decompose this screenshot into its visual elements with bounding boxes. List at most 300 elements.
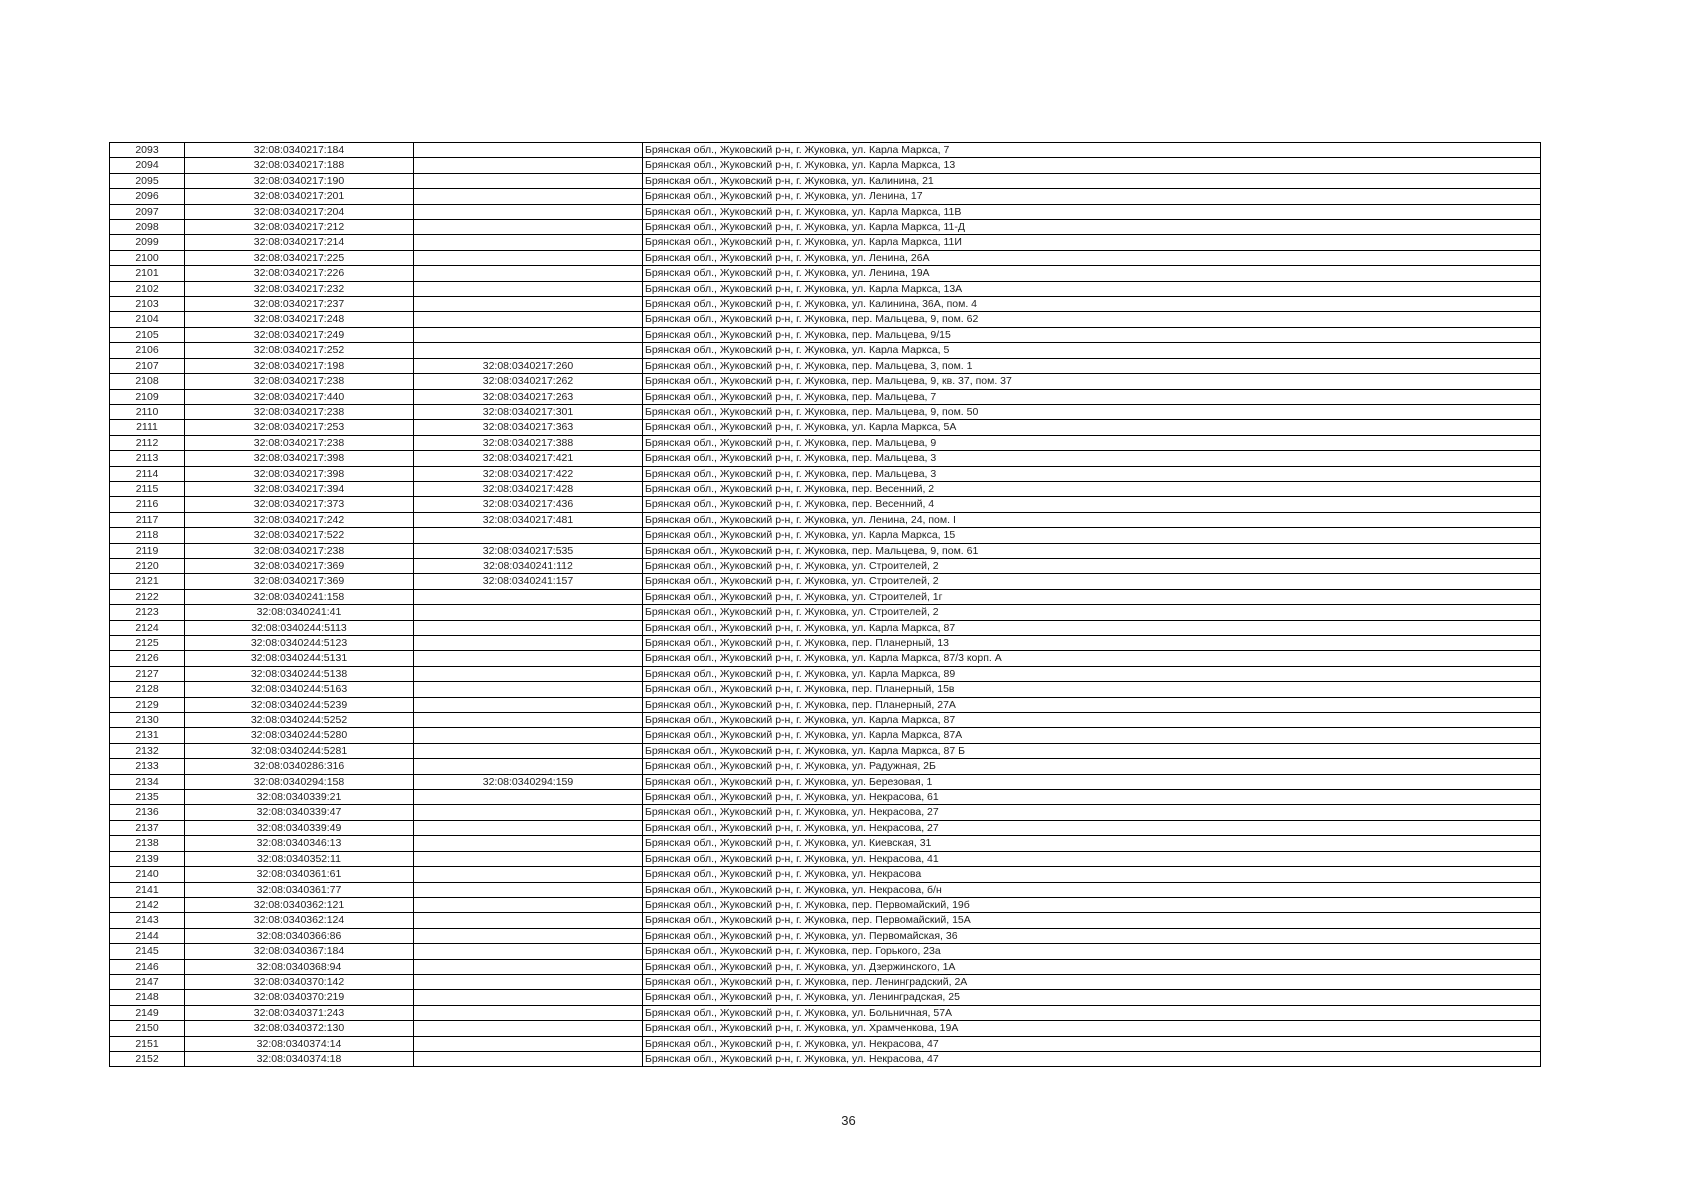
row-number-cell: 2129	[110, 697, 185, 712]
related-cadastral-cell: 32:08:0340217:363	[414, 420, 643, 435]
related-cadastral-cell	[414, 1051, 643, 1066]
row-number-cell: 2104	[110, 312, 185, 327]
address-cell: Брянская обл., Жуковский р-н, г. Жуковка, ул. Первомайская, 36	[643, 928, 1541, 943]
cadastral-number-cell: 32:08:0340374:14	[185, 1036, 414, 1051]
related-cadastral-cell: 32:08:0340217:263	[414, 389, 643, 404]
address-cell: Брянская обл., Жуковский р-н, г. Жуковка, ул. Карла Маркса, 5	[643, 343, 1541, 358]
row-number-cell: 2106	[110, 343, 185, 358]
cadastral-number-cell: 32:08:0340217:242	[185, 512, 414, 527]
related-cadastral-cell	[414, 805, 643, 820]
cadastral-number-cell: 32:08:0340217:249	[185, 327, 414, 342]
table-row	[110, 173, 1541, 188]
related-cadastral-cell	[414, 959, 643, 974]
table-row	[110, 790, 1541, 805]
row-number-cell: 2140	[110, 867, 185, 882]
row-number-cell: 2095	[110, 173, 185, 188]
table-row	[110, 743, 1541, 758]
related-cadastral-cell: 32:08:0340217:422	[414, 466, 643, 481]
row-number-cell: 2110	[110, 404, 185, 419]
row-number-cell: 2143	[110, 913, 185, 928]
cadastral-number-cell: 32:08:0340217:394	[185, 481, 414, 496]
address-cell: Брянская обл., Жуковский р-н, г. Жуковка, ул. Карла Маркса, 7	[643, 143, 1541, 158]
row-number-cell: 2105	[110, 327, 185, 342]
address-cell: Брянская обл., Жуковский р-н, г. Жуковка, ул. Карла Маркса, 13	[643, 158, 1541, 173]
row-number-cell: 2117	[110, 512, 185, 527]
related-cadastral-cell	[414, 851, 643, 866]
row-number-cell: 2109	[110, 389, 185, 404]
cadastral-number-cell: 32:08:0340244:5113	[185, 620, 414, 635]
row-number-cell: 2132	[110, 743, 185, 758]
table-row	[110, 235, 1541, 250]
table-row	[110, 897, 1541, 912]
row-number-cell: 2102	[110, 281, 185, 296]
address-cell: Брянская обл., Жуковский р-н, г. Жуковка, пер. Планерный, 27А	[643, 697, 1541, 712]
row-number-cell: 2124	[110, 620, 185, 635]
cadastral-number-cell: 32:08:0340217:238	[185, 404, 414, 419]
cadastral-number-cell: 32:08:0340217:214	[185, 235, 414, 250]
cadastral-number-cell: 32:08:0340339:49	[185, 820, 414, 835]
related-cadastral-cell	[414, 728, 643, 743]
cadastral-number-cell: 32:08:0340244:5280	[185, 728, 414, 743]
row-number-cell: 2094	[110, 158, 185, 173]
row-number-cell: 2152	[110, 1051, 185, 1066]
address-cell: Брянская обл., Жуковский р-н, г. Жуковка, ул. Карла Маркса, 87	[643, 620, 1541, 635]
related-cadastral-cell: 32:08:0340217:535	[414, 543, 643, 558]
table-row	[110, 605, 1541, 620]
related-cadastral-cell: 32:08:0340241:157	[414, 574, 643, 589]
row-number-cell: 2103	[110, 297, 185, 312]
table-row	[110, 774, 1541, 789]
address-cell: Брянская обл., Жуковский р-н, г. Жуковка, ул. Карла Маркса, 5А	[643, 420, 1541, 435]
related-cadastral-cell	[414, 759, 643, 774]
address-cell: Брянская обл., Жуковский р-н, г. Жуковка, ул. Некрасова, 27	[643, 805, 1541, 820]
row-number-cell: 2115	[110, 481, 185, 496]
cadastral-number-cell: 32:08:0340217:212	[185, 220, 414, 235]
address-cell: Брянская обл., Жуковский р-н, г. Жуковка, пер. Весенний, 2	[643, 481, 1541, 496]
table-row	[110, 389, 1541, 404]
related-cadastral-cell	[414, 312, 643, 327]
table-row	[110, 974, 1541, 989]
cadastral-number-cell: 32:08:0340217:238	[185, 435, 414, 450]
related-cadastral-cell	[414, 944, 643, 959]
table-row	[110, 189, 1541, 204]
related-cadastral-cell	[414, 158, 643, 173]
related-cadastral-cell	[414, 589, 643, 604]
row-number-cell: 2122	[110, 589, 185, 604]
table-row	[110, 312, 1541, 327]
related-cadastral-cell: 32:08:0340217:421	[414, 451, 643, 466]
address-cell: Брянская обл., Жуковский р-н, г. Жуковка, ул. Карла Маркса, 13А	[643, 281, 1541, 296]
row-number-cell: 2093	[110, 143, 185, 158]
table-row	[110, 759, 1541, 774]
cadastral-number-cell: 32:08:0340372:130	[185, 1021, 414, 1036]
address-cell: Брянская обл., Жуковский р-н, г. Жуковка, ул. Ленинградская, 25	[643, 990, 1541, 1005]
cadastral-number-cell: 32:08:0340352:11	[185, 851, 414, 866]
row-number-cell: 2125	[110, 636, 185, 651]
row-number-cell: 2131	[110, 728, 185, 743]
row-number-cell: 2151	[110, 1036, 185, 1051]
cadastral-number-cell: 32:08:0340339:47	[185, 805, 414, 820]
address-cell: Брянская обл., Жуковский р-н, г. Жуковка, ул. Карла Маркса, 87 Б	[643, 743, 1541, 758]
address-cell: Брянская обл., Жуковский р-н, г. Жуковка, пер. Мальцева, 9, пом. 62	[643, 312, 1541, 327]
table-row	[110, 728, 1541, 743]
related-cadastral-cell	[414, 636, 643, 651]
address-cell: Брянская обл., Жуковский р-н, г. Жуковка, ул. Карла Маркса, 87/3 корп. А	[643, 651, 1541, 666]
address-cell: Брянская обл., Жуковский р-н, г. Жуковка, ул. Ленина, 26А	[643, 250, 1541, 265]
table-row	[110, 713, 1541, 728]
table-row	[110, 636, 1541, 651]
table-row	[110, 620, 1541, 635]
address-cell: Брянская обл., Жуковский р-н, г. Жуковка, ул. Строителей, 2	[643, 558, 1541, 573]
address-cell: Брянская обл., Жуковский р-н, г. Жуковка, пер. Первомайский, 15А	[643, 913, 1541, 928]
related-cadastral-cell	[414, 1036, 643, 1051]
related-cadastral-cell	[414, 235, 643, 250]
table-row	[110, 528, 1541, 543]
table-row	[110, 944, 1541, 959]
cadastral-number-cell: 32:08:0340217:369	[185, 574, 414, 589]
table-row	[110, 697, 1541, 712]
related-cadastral-cell	[414, 528, 643, 543]
cadastral-number-cell: 32:08:0340217:237	[185, 297, 414, 312]
address-cell: Брянская обл., Жуковский р-н, г. Жуковка, ул. Дзержинского, 1А	[643, 959, 1541, 974]
table-row	[110, 497, 1541, 512]
related-cadastral-cell	[414, 867, 643, 882]
row-number-cell: 2119	[110, 543, 185, 558]
table-row	[110, 928, 1541, 943]
table-row	[110, 836, 1541, 851]
cadastral-number-cell: 32:08:0340362:124	[185, 913, 414, 928]
address-cell: Брянская обл., Жуковский р-н, г. Жуковка, ул. Некрасова	[643, 867, 1541, 882]
row-number-cell: 2147	[110, 974, 185, 989]
related-cadastral-cell	[414, 1021, 643, 1036]
address-cell: Брянская обл., Жуковский р-н, г. Жуковка, пер. Мальцева, 3	[643, 466, 1541, 481]
cadastral-number-cell: 32:08:0340217:225	[185, 250, 414, 265]
table-row	[110, 1005, 1541, 1020]
address-cell: Брянская обл., Жуковский р-н, г. Жуковка, ул. Некрасова, 41	[643, 851, 1541, 866]
address-cell: Брянская обл., Жуковский р-н, г. Жуковка, пер. Мальцева, 9	[643, 435, 1541, 450]
cadastral-number-cell: 32:08:0340370:219	[185, 990, 414, 1005]
table-row	[110, 143, 1541, 158]
table-row	[110, 343, 1541, 358]
related-cadastral-cell	[414, 605, 643, 620]
row-number-cell: 2096	[110, 189, 185, 204]
address-cell: Брянская обл., Жуковский р-н, г. Жуковка, ул. Карла Маркса, 15	[643, 528, 1541, 543]
related-cadastral-cell	[414, 713, 643, 728]
row-number-cell: 2139	[110, 851, 185, 866]
related-cadastral-cell: 32:08:0340217:301	[414, 404, 643, 419]
row-number-cell: 2144	[110, 928, 185, 943]
address-cell: Брянская обл., Жуковский р-н, г. Жуковка, ул. Некрасова, 47	[643, 1051, 1541, 1066]
address-cell: Брянская обл., Жуковский р-н, г. Жуковка, ул. Больничная, 57А	[643, 1005, 1541, 1020]
cadastral-number-cell: 32:08:0340217:253	[185, 420, 414, 435]
table-row	[110, 220, 1541, 235]
row-number-cell: 2138	[110, 836, 185, 851]
row-number-cell: 2126	[110, 651, 185, 666]
cadastral-number-cell: 32:08:0340217:248	[185, 312, 414, 327]
row-number-cell: 2128	[110, 682, 185, 697]
row-number-cell: 2130	[110, 713, 185, 728]
address-cell: Брянская обл., Жуковский р-н, г. Жуковка, ул. Калинина, 36А, пом. 4	[643, 297, 1541, 312]
table-row	[110, 1021, 1541, 1036]
cadastral-number-cell: 32:08:0340361:77	[185, 882, 414, 897]
address-cell: Брянская обл., Жуковский р-н, г. Жуковка, пер. Мальцева, 3	[643, 451, 1541, 466]
address-cell: Брянская обл., Жуковский р-н, г. Жуковка, ул. Некрасова, 27	[643, 820, 1541, 835]
related-cadastral-cell	[414, 266, 643, 281]
row-number-cell: 2149	[110, 1005, 185, 1020]
related-cadastral-cell	[414, 343, 643, 358]
table-row	[110, 420, 1541, 435]
address-cell: Брянская обл., Жуковский р-н, г. Жуковка, пер. Мальцева, 3, пом. 1	[643, 358, 1541, 373]
address-cell: Брянская обл., Жуковский р-н, г. Жуковка, ул. Строителей, 1г	[643, 589, 1541, 604]
table-row	[110, 266, 1541, 281]
address-cell: Брянская обл., Жуковский р-н, г. Жуковка, ул. Строителей, 2	[643, 605, 1541, 620]
table-row	[110, 666, 1541, 681]
address-cell: Брянская обл., Жуковский р-н, г. Жуковка, ул. Храмченкова, 19А	[643, 1021, 1541, 1036]
row-number-cell: 2123	[110, 605, 185, 620]
table-row	[110, 451, 1541, 466]
address-cell: Брянская обл., Жуковский р-н, г. Жуковка, пер. Ленинградский, 2А	[643, 974, 1541, 989]
cadastral-number-cell: 32:08:0340217:369	[185, 558, 414, 573]
row-number-cell: 2097	[110, 204, 185, 219]
address-cell: Брянская обл., Жуковский р-н, г. Жуковка, ул. Некрасова, 47	[643, 1036, 1541, 1051]
cadastral-number-cell: 32:08:0340244:5281	[185, 743, 414, 758]
table-row	[110, 820, 1541, 835]
related-cadastral-cell: 32:08:0340217:436	[414, 497, 643, 512]
row-number-cell: 2141	[110, 882, 185, 897]
cadastral-number-cell: 32:08:0340217:204	[185, 204, 414, 219]
table-row	[110, 204, 1541, 219]
related-cadastral-cell	[414, 974, 643, 989]
related-cadastral-cell	[414, 697, 643, 712]
cadastral-number-cell: 32:08:0340294:158	[185, 774, 414, 789]
related-cadastral-cell	[414, 143, 643, 158]
address-cell: Брянская обл., Жуковский р-н, г. Жуковка, ул. Ленина, 19А	[643, 266, 1541, 281]
address-cell: Брянская обл., Жуковский р-н, г. Жуковка, пер. Мальцева, 9, пом. 50	[643, 404, 1541, 419]
table-row	[110, 327, 1541, 342]
cadastral-number-cell: 32:08:0340241:158	[185, 589, 414, 604]
address-cell: Брянская обл., Жуковский р-н, г. Жуковка, ул. Строителей, 2	[643, 574, 1541, 589]
table-row	[110, 959, 1541, 974]
table-row	[110, 543, 1541, 558]
related-cadastral-cell	[414, 204, 643, 219]
cadastral-number-cell: 32:08:0340217:188	[185, 158, 414, 173]
address-cell: Брянская обл., Жуковский р-н, г. Жуковка, ул. Карла Маркса, 87	[643, 713, 1541, 728]
related-cadastral-cell	[414, 620, 643, 635]
table-row	[110, 281, 1541, 296]
cadastral-number-cell: 32:08:0340217:232	[185, 281, 414, 296]
address-cell: Брянская обл., Жуковский р-н, г. Жуковка, ул. Киевская, 31	[643, 836, 1541, 851]
cadastral-table	[109, 142, 1541, 1067]
cadastral-number-cell: 32:08:0340244:5131	[185, 651, 414, 666]
address-cell: Брянская обл., Жуковский р-н, г. Жуковка, ул. Березовая, 1	[643, 774, 1541, 789]
table-row	[110, 682, 1541, 697]
address-cell: Брянская обл., Жуковский р-н, г. Жуковка, пер. Планерный, 15в	[643, 682, 1541, 697]
cadastral-number-cell: 32:08:0340368:94	[185, 959, 414, 974]
table-row	[110, 882, 1541, 897]
address-cell: Брянская обл., Жуковский р-н, г. Жуковка, ул. Радужная, 2Б	[643, 759, 1541, 774]
related-cadastral-cell	[414, 297, 643, 312]
cadastral-number-cell: 32:08:0340244:5163	[185, 682, 414, 697]
related-cadastral-cell	[414, 250, 643, 265]
row-number-cell: 2146	[110, 959, 185, 974]
table-row	[110, 297, 1541, 312]
address-cell: Брянская обл., Жуковский р-н, г. Жуковка, пер. Весенний, 4	[643, 497, 1541, 512]
related-cadastral-cell	[414, 173, 643, 188]
table-row	[110, 574, 1541, 589]
address-cell: Брянская обл., Жуковский р-н, г. Жуковка, пер. Первомайский, 19б	[643, 897, 1541, 912]
row-number-cell: 2099	[110, 235, 185, 250]
related-cadastral-cell	[414, 897, 643, 912]
row-number-cell: 2116	[110, 497, 185, 512]
cadastral-number-cell: 32:08:0340217:184	[185, 143, 414, 158]
table-row	[110, 851, 1541, 866]
related-cadastral-cell: 32:08:0340241:112	[414, 558, 643, 573]
cadastral-number-cell: 32:08:0340371:243	[185, 1005, 414, 1020]
table-row	[110, 990, 1541, 1005]
related-cadastral-cell	[414, 790, 643, 805]
related-cadastral-cell	[414, 743, 643, 758]
cadastral-number-cell: 32:08:0340217:198	[185, 358, 414, 373]
related-cadastral-cell	[414, 281, 643, 296]
cadastral-number-cell: 32:08:0340217:238	[185, 374, 414, 389]
table-row	[110, 435, 1541, 450]
row-number-cell: 2148	[110, 990, 185, 1005]
related-cadastral-cell	[414, 327, 643, 342]
address-cell: Брянская обл., Жуковский р-н, г. Жуковка, пер. Мальцева, 7	[643, 389, 1541, 404]
cadastral-number-cell: 32:08:0340286:316	[185, 759, 414, 774]
related-cadastral-cell	[414, 220, 643, 235]
table-row	[110, 250, 1541, 265]
row-number-cell: 2133	[110, 759, 185, 774]
cadastral-number-cell: 32:08:0340244:5239	[185, 697, 414, 712]
related-cadastral-cell: 32:08:0340217:262	[414, 374, 643, 389]
row-number-cell: 2135	[110, 790, 185, 805]
address-cell: Брянская обл., Жуковский р-н, г. Жуковка, пер. Горького, 23а	[643, 944, 1541, 959]
related-cadastral-cell	[414, 666, 643, 681]
row-number-cell: 2145	[110, 944, 185, 959]
cadastral-number-cell: 32:08:0340244:5123	[185, 636, 414, 651]
table-row	[110, 558, 1541, 573]
related-cadastral-cell	[414, 928, 643, 943]
page-number: 36	[841, 1113, 856, 1128]
row-number-cell: 2112	[110, 435, 185, 450]
address-cell: Брянская обл., Жуковский р-н, г. Жуковка, ул. Ленина, 24, пом. I	[643, 512, 1541, 527]
table-row	[110, 1036, 1541, 1051]
related-cadastral-cell: 32:08:0340217:481	[414, 512, 643, 527]
table-row	[110, 404, 1541, 419]
related-cadastral-cell	[414, 913, 643, 928]
row-number-cell: 2137	[110, 820, 185, 835]
table-row	[110, 867, 1541, 882]
address-cell: Брянская обл., Жуковский р-н, г. Жуковка, ул. Карла Маркса, 89	[643, 666, 1541, 681]
table-row	[110, 651, 1541, 666]
cadastral-number-cell: 32:08:0340217:373	[185, 497, 414, 512]
row-number-cell: 2121	[110, 574, 185, 589]
table-row	[110, 805, 1541, 820]
cadastral-number-cell: 32:08:0340362:121	[185, 897, 414, 912]
cadastral-number-cell: 32:08:0340217:398	[185, 451, 414, 466]
cadastral-number-cell: 32:08:0340370:142	[185, 974, 414, 989]
address-cell: Брянская обл., Жуковский р-н, г. Жуковка, ул. Карла Маркса, 11-Д	[643, 220, 1541, 235]
cadastral-number-cell: 32:08:0340374:18	[185, 1051, 414, 1066]
row-number-cell: 2127	[110, 666, 185, 681]
cadastral-number-cell: 32:08:0340217:190	[185, 173, 414, 188]
address-cell: Брянская обл., Жуковский р-н, г. Жуковка, ул. Карла Маркса, 11В	[643, 204, 1541, 219]
row-number-cell: 2101	[110, 266, 185, 281]
address-cell: Брянская обл., Жуковский р-н, г. Жуковка, пер. Мальцева, 9, пом. 61	[643, 543, 1541, 558]
table-row	[110, 481, 1541, 496]
cadastral-number-cell: 32:08:0340244:5138	[185, 666, 414, 681]
address-cell: Брянская обл., Жуковский р-н, г. Жуковка, пер. Мальцева, 9, кв. 37, пом. 37	[643, 374, 1541, 389]
cadastral-number-cell: 32:08:0340346:13	[185, 836, 414, 851]
related-cadastral-cell	[414, 682, 643, 697]
related-cadastral-cell: 32:08:0340217:428	[414, 481, 643, 496]
cadastral-number-cell: 32:08:0340217:440	[185, 389, 414, 404]
related-cadastral-cell	[414, 990, 643, 1005]
cadastral-number-cell: 32:08:0340244:5252	[185, 713, 414, 728]
table-row	[110, 358, 1541, 373]
related-cadastral-cell	[414, 820, 643, 835]
cadastral-number-cell: 32:08:0340217:201	[185, 189, 414, 204]
related-cadastral-cell	[414, 651, 643, 666]
address-cell: Брянская обл., Жуковский р-н, г. Жуковка, ул. Некрасова, 61	[643, 790, 1541, 805]
row-number-cell: 2136	[110, 805, 185, 820]
cadastral-number-cell: 32:08:0340366:86	[185, 928, 414, 943]
address-cell: Брянская обл., Жуковский р-н, г. Жуковка, ул. Некрасова, б/н	[643, 882, 1541, 897]
row-number-cell: 2111	[110, 420, 185, 435]
related-cadastral-cell	[414, 882, 643, 897]
row-number-cell: 2108	[110, 374, 185, 389]
row-number-cell: 2142	[110, 897, 185, 912]
related-cadastral-cell: 32:08:0340294:159	[414, 774, 643, 789]
cadastral-number-cell: 32:08:0340217:238	[185, 543, 414, 558]
row-number-cell: 2134	[110, 774, 185, 789]
table-row	[110, 158, 1541, 173]
cadastral-number-cell: 32:08:0340339:21	[185, 790, 414, 805]
row-number-cell: 2113	[110, 451, 185, 466]
cadastral-number-cell: 32:08:0340217:252	[185, 343, 414, 358]
related-cadastral-cell	[414, 836, 643, 851]
row-number-cell: 2118	[110, 528, 185, 543]
table-row	[110, 466, 1541, 481]
row-number-cell: 2150	[110, 1021, 185, 1036]
cadastral-number-cell: 32:08:0340241:41	[185, 605, 414, 620]
row-number-cell: 2120	[110, 558, 185, 573]
address-cell: Брянская обл., Жуковский р-н, г. Жуковка, пер. Мальцева, 9/15	[643, 327, 1541, 342]
cadastral-number-cell: 32:08:0340367:184	[185, 944, 414, 959]
table-row	[110, 374, 1541, 389]
table-row	[110, 512, 1541, 527]
row-number-cell: 2100	[110, 250, 185, 265]
cadastral-number-cell: 32:08:0340217:522	[185, 528, 414, 543]
table-body	[110, 143, 1541, 1067]
cadastral-number-cell: 32:08:0340361:61	[185, 867, 414, 882]
related-cadastral-cell: 32:08:0340217:260	[414, 358, 643, 373]
row-number-cell: 2114	[110, 466, 185, 481]
related-cadastral-cell: 32:08:0340217:388	[414, 435, 643, 450]
cadastral-number-cell: 32:08:0340217:226	[185, 266, 414, 281]
related-cadastral-cell	[414, 189, 643, 204]
cadastral-number-cell: 32:08:0340217:398	[185, 466, 414, 481]
address-cell: Брянская обл., Жуковский р-н, г. Жуковка, ул. Карла Маркса, 11И	[643, 235, 1541, 250]
row-number-cell: 2107	[110, 358, 185, 373]
table-row	[110, 589, 1541, 604]
related-cadastral-cell	[414, 1005, 643, 1020]
address-cell: Брянская обл., Жуковский р-н, г. Жуковка, пер. Планерный, 13	[643, 636, 1541, 651]
address-cell: Брянская обл., Жуковский р-н, г. Жуковка, ул. Калинина, 21	[643, 173, 1541, 188]
row-number-cell: 2098	[110, 220, 185, 235]
table-row	[110, 1051, 1541, 1066]
